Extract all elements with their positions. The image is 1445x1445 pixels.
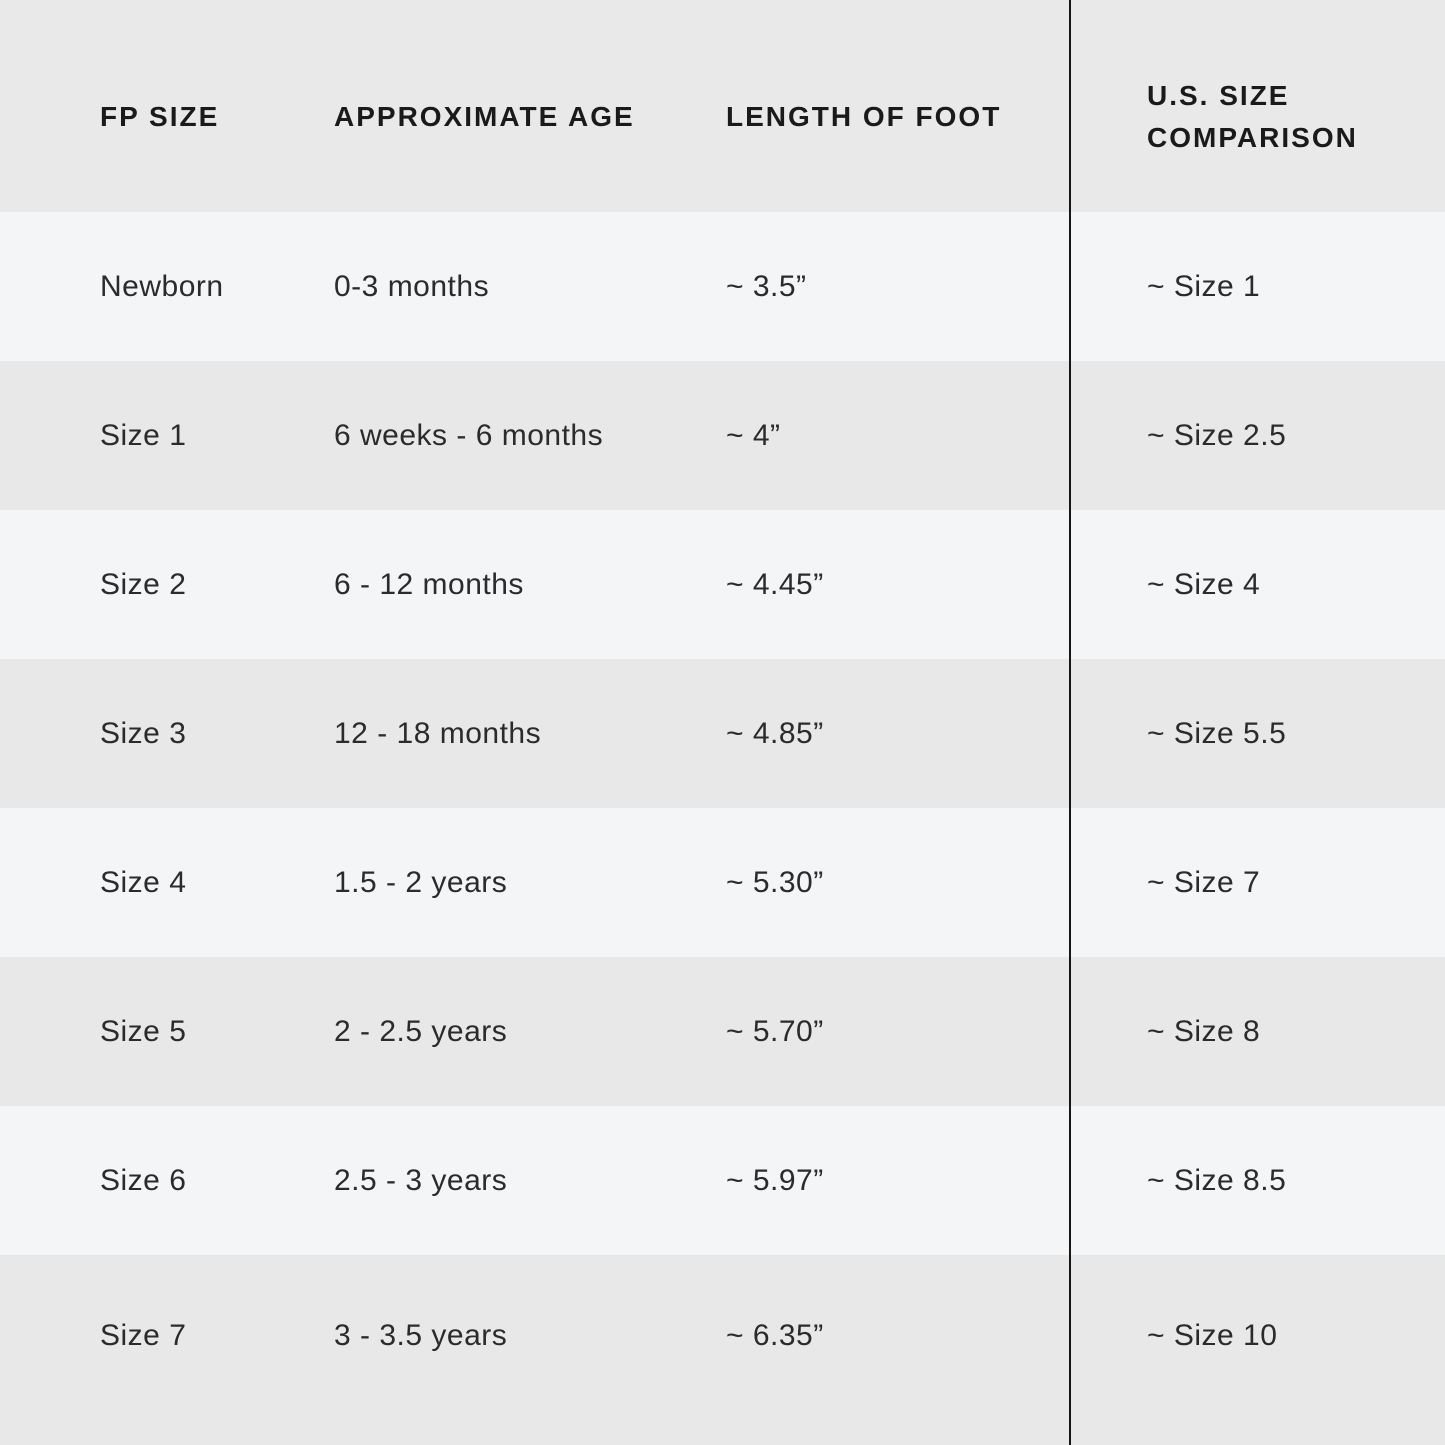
cell-length: ~ 5.97” bbox=[726, 1163, 824, 1197]
cell-us-size: ~ Size 8.5 bbox=[1069, 1106, 1445, 1255]
cell-us-size: ~ Size 4 bbox=[1069, 510, 1445, 659]
cell-us-size: ~ Size 10 bbox=[1069, 1255, 1445, 1445]
cell-age: 6 - 12 months bbox=[334, 567, 524, 601]
table-row-size-5 bbox=[0, 957, 1445, 1106]
cell-age: 3 - 3.5 years bbox=[334, 1319, 508, 1352]
table-row-size-4 bbox=[0, 808, 1445, 957]
cell-fp-size: Size 2 bbox=[100, 567, 187, 601]
cell-us-size: ~ Size 5.5 bbox=[1069, 659, 1445, 808]
table-row-size-1 bbox=[0, 361, 1445, 510]
cell-age: 2 - 2.5 years bbox=[334, 1014, 508, 1048]
col-header-us-size-comparison-label: U.S. SIZE COMPARISON bbox=[1147, 80, 1358, 153]
table-row-size-2 bbox=[0, 510, 1445, 659]
cell-fp-size: Size 1 bbox=[100, 418, 187, 452]
cell-us-size: ~ Size 2.5 bbox=[1069, 361, 1445, 510]
cell-us-size: ~ Size 8 bbox=[1069, 957, 1445, 1106]
cell-age: 2.5 - 3 years bbox=[334, 1163, 508, 1197]
cell-fp-size: Size 7 bbox=[100, 1319, 187, 1352]
cell-length: ~ 4” bbox=[726, 418, 781, 452]
col-header-approximate-age: APPROXIMATE AGE bbox=[334, 101, 635, 132]
table-row-newborn bbox=[0, 212, 1445, 361]
cell-age: 0-3 months bbox=[334, 269, 490, 303]
cell-length: ~ 5.30” bbox=[726, 865, 824, 899]
col-header-us-size-comparison bbox=[1069, 0, 1445, 212]
cell-fp-size: Size 3 bbox=[100, 716, 187, 750]
cell-age: 1.5 - 2 years bbox=[334, 865, 508, 899]
cell-length: ~ 4.45” bbox=[726, 567, 824, 601]
table-row-size-7 bbox=[0, 1255, 1445, 1445]
cell-age: 12 - 18 months bbox=[334, 716, 542, 750]
cell-length: ~ 5.70” bbox=[726, 1014, 824, 1048]
table-row-size-3 bbox=[0, 659, 1445, 808]
col-header-length-of-foot: LENGTH OF FOOT bbox=[726, 101, 1002, 132]
cell-length: ~ 6.35” bbox=[726, 1319, 824, 1352]
cell-length: ~ 3.5” bbox=[726, 269, 807, 303]
cell-us-size: ~ Size 1 bbox=[1069, 212, 1445, 361]
header-row bbox=[0, 0, 1445, 212]
cell-fp-size: Newborn bbox=[100, 269, 224, 303]
cell-us-size: ~ Size 7 bbox=[1069, 808, 1445, 957]
cell-fp-size: Size 6 bbox=[100, 1163, 187, 1197]
table-row-size-6 bbox=[0, 1106, 1445, 1255]
cell-fp-size: Size 5 bbox=[100, 1014, 187, 1048]
cell-fp-size: Size 4 bbox=[100, 865, 187, 899]
cell-length: ~ 4.85” bbox=[726, 716, 824, 750]
col-header-fp-size: FP SIZE bbox=[100, 101, 220, 132]
cell-age: 6 weeks - 6 months bbox=[334, 418, 604, 452]
